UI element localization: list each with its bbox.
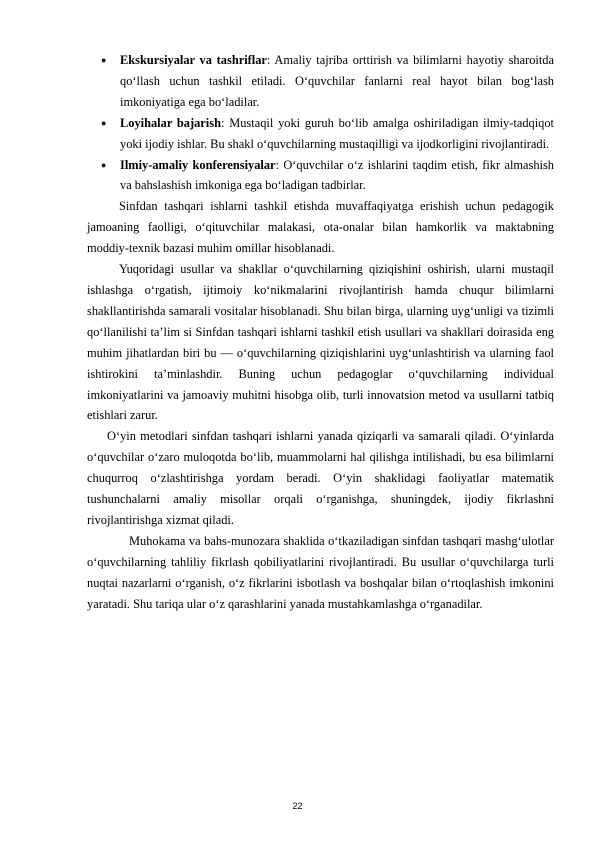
bullet-icon: ● — [101, 159, 107, 170]
list-item — [87, 113, 554, 155]
page-content — [87, 50, 554, 614]
bullet-list — [87, 50, 554, 196]
bullet-term: Ekskursiyalar va tashriflar — [120, 53, 267, 67]
bullet-term: Loyihalar bajarish — [120, 115, 221, 130]
paragraph-success-factors: Sinfdan tashqari ishlarni tashkil etishda muvaffaqiyatga erishish uchun pedagogik jamoaning faolligi, o‘qituvchilar malakasi, ota-onalar bilan hamkorlik va maktabning moddiy-texnik bazasi muhim omillar hisoblanadi. — [87, 199, 554, 256]
bullet-icon: ● — [101, 117, 107, 128]
list-item — [87, 155, 554, 197]
bullet-icon: ● — [101, 55, 107, 65]
bullet-text: : O‘quvchilar o‘z ishlarini taqdim etish, fikr almashish va bahslashish imkoniga ega bo‘ladigan tadbirlar. — [120, 157, 554, 193]
bullet-text: : Mustaqil yoki guruh bo‘lib amalga oshiriladigan ilmiy-tadqiqot yoki ijodiy ishlar. Bu shakl o‘quvchilarning mustaqilligi va ijodkorligini rivojlantiradi. — [120, 115, 554, 151]
paragraph-methods-summary: Yuqoridagi usullar va shakllar o‘quvchilarning qiziqishini oshirish, ularni mustaqil ishlashga o‘rgatish, ijtimoiy ko‘nikmalarini rivojlantirish hamda chuqur bilimlarni shakllantirishda samarali vositalar hisoblanadi. Shu bilan birga, ularning uyg‘unligi va tizimli qo‘llanilishi ta’lim si Sinfdan tashqari ishlarni tashkil etish usullari va shakllari doirasida eng muhim jihatlardan biri bu — o‘quvchilarning qiziqishlarini uyg‘unlashtirish va ularning faol ishtirokini ta’minlashdir. Buning uchun pedagoglar o‘quvchilarning individual imkoniyatlarini va jamoaviy muhitni hisobga olib, turli innovatsion metod va usullarni tatbiq etishlari zarur. — [87, 262, 554, 423]
paragraph-discussion: Muhokama va bahs-munozara shaklida o‘tkaziladigan sinfdan tashqari mashg‘ulotlar o‘quvchilarning tahliliy fikrlash qobiliyatlarini rivojlantiradi. Bu usullar o‘quvchilarga turli nuqtai nazarlarni o‘rganish, o‘z fikrlarini isbotlash va boshqalar bilan o‘rtoqlashish imkonini yaratadi. Shu tariqa ular o‘z qarashlarini yanada mustahkamlashga o‘rganadilar. — [87, 533, 554, 611]
page-number: 22 — [292, 801, 303, 811]
bullet-term: Ilmiy-amaliy konferensiyalar — [120, 157, 276, 172]
bullet-text: : Amaliy tajriba orttirish va bilimlarni hayotiy sharoitda qo‘llash uchun tashkil etiladi. O‘quvchilar fanlarni real hayot bilan bog‘lash imkoniyatiga ega bo‘ladilar. — [120, 53, 554, 109]
list-item — [87, 50, 554, 113]
paragraph-game-methods: O‘yin metodlari sinfdan tashqari ishlarni yanada qiziqarli va samarali qiladi. O‘yinlarda o‘quvchilar o‘zaro muloqotda bo‘lib, muammolarni hal qilishga intilishadi, bu esa bilimlarni chuqurroq o‘zlashtirishga yordam beradi. O‘yin shaklidagi faoliyatlar matematik tushunchalarni amaliy misollar orqali o‘rganishga, shuningdek, ijodiy fikrlashni rivojlantirishga xizmat qiladi. — [87, 429, 554, 527]
